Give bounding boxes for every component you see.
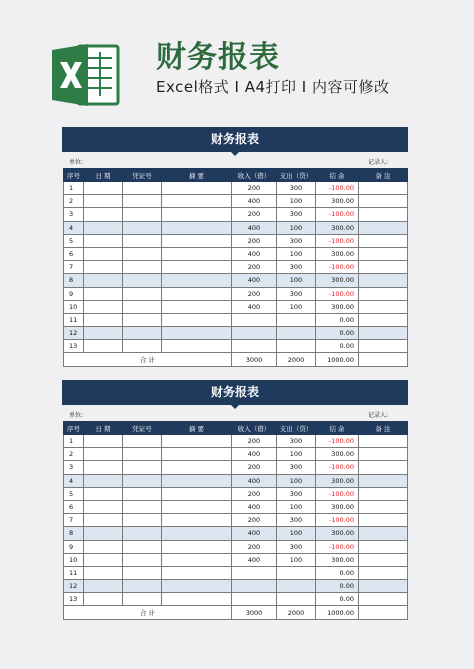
- income-cell[interactable]: 400: [232, 195, 277, 208]
- summary-cell[interactable]: [162, 221, 232, 234]
- summary-cell[interactable]: [162, 553, 232, 566]
- balance-cell[interactable]: -100.00: [316, 514, 359, 527]
- income-cell[interactable]: [232, 327, 277, 340]
- date-cell[interactable]: [84, 461, 123, 474]
- income-cell[interactable]: 200: [232, 261, 277, 274]
- total-row: [64, 353, 408, 366]
- expense-cell[interactable]: 100: [277, 247, 316, 260]
- row-number-cell[interactable]: 6: [64, 247, 84, 260]
- page-subtitle: Excel格式 I A4打印 I 内容可修改: [156, 78, 390, 96]
- expense-cell[interactable]: 300: [277, 487, 316, 500]
- sheet-title: 财务报表: [210, 132, 259, 146]
- income-cell[interactable]: 200: [232, 435, 277, 448]
- date-cell[interactable]: [84, 221, 123, 234]
- row-number-cell[interactable]: 2: [64, 448, 84, 461]
- ledger-table: [63, 421, 408, 620]
- page-title: 财务报表: [156, 40, 280, 75]
- row-number-cell[interactable]: 3: [64, 208, 84, 221]
- table-row: [64, 247, 408, 260]
- table-row: [64, 540, 408, 553]
- remark-cell[interactable]: [359, 514, 408, 527]
- table-row: [64, 593, 408, 606]
- expense-cell[interactable]: [277, 313, 316, 326]
- remark-cell[interactable]: [359, 500, 408, 513]
- column-header: 凭证号: [123, 169, 162, 182]
- voucher-cell[interactable]: [123, 593, 162, 606]
- table-row: [64, 313, 408, 326]
- balance-cell[interactable]: -100.00: [316, 487, 359, 500]
- voucher-cell[interactable]: [123, 182, 162, 195]
- voucher-cell[interactable]: [123, 474, 162, 487]
- remark-cell[interactable]: [359, 274, 408, 287]
- table-header-row: [64, 422, 408, 435]
- unit-label: 单位:: [69, 159, 84, 166]
- total-row: [64, 606, 408, 619]
- balance-cell[interactable]: 300.00: [316, 527, 359, 540]
- income-cell[interactable]: [232, 593, 277, 606]
- income-cell[interactable]: [232, 340, 277, 353]
- remark-cell[interactable]: [359, 221, 408, 234]
- voucher-cell[interactable]: [123, 313, 162, 326]
- date-cell[interactable]: [84, 327, 123, 340]
- row-number-cell[interactable]: 9: [64, 540, 84, 553]
- row-number-cell[interactable]: 1: [64, 435, 84, 448]
- column-header: 支出（贷）: [277, 169, 316, 182]
- ledger-table: [63, 168, 408, 367]
- summary-cell[interactable]: [162, 474, 232, 487]
- date-cell[interactable]: [84, 261, 123, 274]
- balance-cell[interactable]: 300.00: [316, 553, 359, 566]
- summary-cell[interactable]: [162, 448, 232, 461]
- table-row: [64, 527, 408, 540]
- summary-cell[interactable]: [162, 514, 232, 527]
- remark-cell[interactable]: [359, 474, 408, 487]
- date-cell[interactable]: [84, 247, 123, 260]
- table-row: [64, 487, 408, 500]
- balance-cell[interactable]: 300.00: [316, 300, 359, 313]
- sheet-title: 财务报表: [210, 385, 259, 399]
- date-cell[interactable]: [84, 514, 123, 527]
- total-expense: 2000: [277, 606, 316, 619]
- expense-cell[interactable]: 100: [277, 274, 316, 287]
- table-row: [64, 195, 408, 208]
- row-number-cell[interactable]: 11: [64, 313, 84, 326]
- table-row: [64, 580, 408, 593]
- expense-cell[interactable]: 100: [277, 500, 316, 513]
- expense-cell[interactable]: 300: [277, 540, 316, 553]
- table-row: [64, 514, 408, 527]
- expense-cell[interactable]: [277, 327, 316, 340]
- column-header: 摘 要: [162, 169, 232, 182]
- income-cell[interactable]: 200: [232, 540, 277, 553]
- voucher-cell[interactable]: [123, 287, 162, 300]
- summary-cell[interactable]: [162, 261, 232, 274]
- income-cell[interactable]: 200: [232, 208, 277, 221]
- balance-cell[interactable]: 300.00: [316, 221, 359, 234]
- expense-cell[interactable]: 100: [277, 195, 316, 208]
- total-label: 合 计: [64, 606, 232, 619]
- summary-cell[interactable]: [162, 500, 232, 513]
- total-balance: 1000.00: [316, 606, 359, 619]
- summary-cell[interactable]: [162, 540, 232, 553]
- remark-cell[interactable]: [359, 593, 408, 606]
- expense-cell[interactable]: 100: [277, 300, 316, 313]
- remark-cell[interactable]: [359, 287, 408, 300]
- income-cell[interactable]: [232, 580, 277, 593]
- income-cell[interactable]: 400: [232, 221, 277, 234]
- income-cell[interactable]: 200: [232, 234, 277, 247]
- row-number-cell[interactable]: 1: [64, 182, 84, 195]
- row-number-cell[interactable]: 4: [64, 474, 84, 487]
- table-row: [64, 340, 408, 353]
- income-cell[interactable]: 400: [232, 553, 277, 566]
- balance-cell[interactable]: 300.00: [316, 195, 359, 208]
- column-header: 收入（借）: [232, 422, 277, 435]
- voucher-cell[interactable]: [123, 500, 162, 513]
- report-sheet-1: [62, 127, 408, 367]
- expense-cell[interactable]: [277, 340, 316, 353]
- expense-cell[interactable]: 100: [277, 553, 316, 566]
- expense-cell[interactable]: [277, 566, 316, 579]
- total-label: 合 计: [64, 353, 232, 366]
- table-row: [64, 500, 408, 513]
- balance-cell[interactable]: -100.00: [316, 182, 359, 195]
- expense-cell[interactable]: 100: [277, 221, 316, 234]
- expense-cell[interactable]: 300: [277, 182, 316, 195]
- table-row: [64, 327, 408, 340]
- voucher-cell[interactable]: [123, 300, 162, 313]
- balance-cell[interactable]: 300.00: [316, 448, 359, 461]
- column-header: 结 余: [316, 169, 359, 182]
- row-number-cell[interactable]: 8: [64, 274, 84, 287]
- summary-cell[interactable]: [162, 580, 232, 593]
- remark-cell[interactable]: [359, 580, 408, 593]
- expense-cell[interactable]: 300: [277, 435, 316, 448]
- summary-cell[interactable]: [162, 435, 232, 448]
- date-cell[interactable]: [84, 540, 123, 553]
- expense-cell[interactable]: 100: [277, 448, 316, 461]
- balance-cell[interactable]: 300.00: [316, 247, 359, 260]
- sheet-title-bar: [62, 127, 408, 152]
- total-income: 3000: [232, 353, 277, 366]
- income-cell[interactable]: 400: [232, 247, 277, 260]
- voucher-cell[interactable]: [123, 527, 162, 540]
- income-cell[interactable]: 200: [232, 461, 277, 474]
- column-header: 序号: [64, 422, 84, 435]
- date-cell[interactable]: [84, 195, 123, 208]
- voucher-cell[interactable]: [123, 195, 162, 208]
- date-cell[interactable]: [84, 234, 123, 247]
- voucher-cell[interactable]: [123, 234, 162, 247]
- date-cell[interactable]: [84, 566, 123, 579]
- balance-cell[interactable]: 300.00: [316, 474, 359, 487]
- income-cell[interactable]: 400: [232, 500, 277, 513]
- excel-icon: [48, 38, 122, 112]
- expense-cell[interactable]: 100: [277, 527, 316, 540]
- summary-cell[interactable]: [162, 461, 232, 474]
- table-row: [64, 566, 408, 579]
- row-number-cell[interactable]: 6: [64, 500, 84, 513]
- voucher-cell[interactable]: [123, 448, 162, 461]
- summary-cell[interactable]: [162, 313, 232, 326]
- table-row: [64, 461, 408, 474]
- recorder-label: 记录人:: [368, 159, 389, 166]
- row-number-cell[interactable]: 9: [64, 287, 84, 300]
- column-header: 序号: [64, 169, 84, 182]
- date-cell[interactable]: [84, 300, 123, 313]
- summary-cell[interactable]: [162, 208, 232, 221]
- row-number-cell[interactable]: 2: [64, 195, 84, 208]
- voucher-cell[interactable]: [123, 553, 162, 566]
- expense-cell[interactable]: 300: [277, 261, 316, 274]
- table-row: [64, 182, 408, 195]
- table-row: [64, 274, 408, 287]
- income-cell[interactable]: 400: [232, 274, 277, 287]
- remark-cell[interactable]: [359, 553, 408, 566]
- summary-cell[interactable]: [162, 566, 232, 579]
- date-cell[interactable]: [84, 527, 123, 540]
- remark-cell[interactable]: [359, 448, 408, 461]
- total-balance: 1000.00: [316, 353, 359, 366]
- total-remark: [359, 606, 408, 619]
- voucher-cell[interactable]: [123, 514, 162, 527]
- column-header: 结 余: [316, 422, 359, 435]
- date-cell[interactable]: [84, 340, 123, 353]
- row-number-cell[interactable]: 3: [64, 461, 84, 474]
- balance-cell[interactable]: 300.00: [316, 274, 359, 287]
- summary-cell[interactable]: [162, 182, 232, 195]
- report-sheet-2: [62, 380, 408, 620]
- expense-cell[interactable]: [277, 593, 316, 606]
- table-row: [64, 261, 408, 274]
- column-header: 收入（借）: [232, 169, 277, 182]
- sheet-title-bar: [62, 380, 408, 405]
- date-cell[interactable]: [84, 208, 123, 221]
- remark-cell[interactable]: [359, 566, 408, 579]
- voucher-cell[interactable]: [123, 261, 162, 274]
- remark-cell[interactable]: [359, 313, 408, 326]
- remark-cell[interactable]: [359, 527, 408, 540]
- summary-cell[interactable]: [162, 327, 232, 340]
- balance-cell[interactable]: 0.00: [316, 327, 359, 340]
- date-cell[interactable]: [84, 593, 123, 606]
- balance-cell[interactable]: -100.00: [316, 435, 359, 448]
- column-header: 日 期: [84, 422, 123, 435]
- income-cell[interactable]: 200: [232, 487, 277, 500]
- expense-cell[interactable]: 300: [277, 461, 316, 474]
- expense-cell[interactable]: 100: [277, 474, 316, 487]
- date-cell[interactable]: [84, 435, 123, 448]
- voucher-cell[interactable]: [123, 221, 162, 234]
- table-row: [64, 287, 408, 300]
- row-number-cell[interactable]: 12: [64, 327, 84, 340]
- balance-cell[interactable]: 300.00: [316, 500, 359, 513]
- expense-cell[interactable]: 300: [277, 514, 316, 527]
- income-cell[interactable]: [232, 566, 277, 579]
- row-number-cell[interactable]: 4: [64, 221, 84, 234]
- income-cell[interactable]: 200: [232, 182, 277, 195]
- voucher-cell[interactable]: [123, 566, 162, 579]
- voucher-cell[interactable]: [123, 208, 162, 221]
- row-number-cell[interactable]: 10: [64, 300, 84, 313]
- remark-cell[interactable]: [359, 340, 408, 353]
- voucher-cell[interactable]: [123, 580, 162, 593]
- balance-cell[interactable]: 0.00: [316, 593, 359, 606]
- balance-cell[interactable]: 0.00: [316, 566, 359, 579]
- table-row: [64, 234, 408, 247]
- remark-cell[interactable]: [359, 540, 408, 553]
- column-header: 日 期: [84, 169, 123, 182]
- summary-cell[interactable]: [162, 274, 232, 287]
- row-number-cell[interactable]: 10: [64, 553, 84, 566]
- row-number-cell[interactable]: 5: [64, 487, 84, 500]
- summary-cell[interactable]: [162, 247, 232, 260]
- remark-cell[interactable]: [359, 435, 408, 448]
- remark-cell[interactable]: [359, 327, 408, 340]
- summary-cell[interactable]: [162, 300, 232, 313]
- date-cell[interactable]: [84, 182, 123, 195]
- total-income: 3000: [232, 606, 277, 619]
- income-cell[interactable]: [232, 313, 277, 326]
- voucher-cell[interactable]: [123, 487, 162, 500]
- date-cell[interactable]: [84, 487, 123, 500]
- remark-cell[interactable]: [359, 234, 408, 247]
- summary-cell[interactable]: [162, 287, 232, 300]
- expense-cell[interactable]: 300: [277, 234, 316, 247]
- summary-cell[interactable]: [162, 527, 232, 540]
- remark-cell[interactable]: [359, 300, 408, 313]
- summary-cell[interactable]: [162, 487, 232, 500]
- expense-cell[interactable]: 300: [277, 208, 316, 221]
- total-remark: [359, 353, 408, 366]
- column-header: 摘 要: [162, 422, 232, 435]
- income-cell[interactable]: 400: [232, 527, 277, 540]
- column-header: 备 注: [359, 422, 408, 435]
- summary-cell[interactable]: [162, 340, 232, 353]
- summary-cell[interactable]: [162, 593, 232, 606]
- voucher-cell[interactable]: [123, 327, 162, 340]
- remark-cell[interactable]: [359, 261, 408, 274]
- remark-cell[interactable]: [359, 195, 408, 208]
- row-number-cell[interactable]: 11: [64, 566, 84, 579]
- table-row: [64, 208, 408, 221]
- income-cell[interactable]: 400: [232, 474, 277, 487]
- date-cell[interactable]: [84, 448, 123, 461]
- voucher-cell[interactable]: [123, 435, 162, 448]
- income-cell[interactable]: 200: [232, 287, 277, 300]
- remark-cell[interactable]: [359, 247, 408, 260]
- recorder-label: 记录人:: [368, 412, 389, 419]
- date-cell[interactable]: [84, 274, 123, 287]
- expense-cell[interactable]: 300: [277, 287, 316, 300]
- income-cell[interactable]: 400: [232, 300, 277, 313]
- remark-cell[interactable]: [359, 208, 408, 221]
- balance-cell[interactable]: 0.00: [316, 340, 359, 353]
- table-row: [64, 300, 408, 313]
- row-number-cell[interactable]: 13: [64, 340, 84, 353]
- voucher-cell[interactable]: [123, 247, 162, 260]
- balance-cell[interactable]: -100.00: [316, 461, 359, 474]
- balance-cell[interactable]: -100.00: [316, 208, 359, 221]
- date-cell[interactable]: [84, 553, 123, 566]
- balance-cell[interactable]: -100.00: [316, 540, 359, 553]
- unit-label: 单位:: [69, 412, 84, 419]
- row-number-cell[interactable]: 5: [64, 234, 84, 247]
- summary-cell[interactable]: [162, 234, 232, 247]
- row-number-cell[interactable]: 7: [64, 261, 84, 274]
- summary-cell[interactable]: [162, 195, 232, 208]
- balance-cell[interactable]: 0.00: [316, 313, 359, 326]
- table-row: [64, 474, 408, 487]
- voucher-cell[interactable]: [123, 461, 162, 474]
- balance-cell[interactable]: -100.00: [316, 287, 359, 300]
- balance-cell[interactable]: -100.00: [316, 234, 359, 247]
- table-header-row: [64, 169, 408, 182]
- date-cell[interactable]: [84, 580, 123, 593]
- date-cell[interactable]: [84, 287, 123, 300]
- table-row: [64, 448, 408, 461]
- voucher-cell[interactable]: [123, 340, 162, 353]
- date-cell[interactable]: [84, 500, 123, 513]
- date-cell[interactable]: [84, 474, 123, 487]
- table-row: [64, 553, 408, 566]
- row-number-cell[interactable]: 7: [64, 514, 84, 527]
- table-row: [64, 221, 408, 234]
- table-row: [64, 435, 408, 448]
- income-cell[interactable]: 200: [232, 514, 277, 527]
- total-expense: 2000: [277, 353, 316, 366]
- balance-cell[interactable]: -100.00: [316, 261, 359, 274]
- column-header: 支出（贷）: [277, 422, 316, 435]
- date-cell[interactable]: [84, 313, 123, 326]
- voucher-cell[interactable]: [123, 274, 162, 287]
- row-number-cell[interactable]: 8: [64, 527, 84, 540]
- column-header: 凭证号: [123, 422, 162, 435]
- column-header: 备 注: [359, 169, 408, 182]
- balance-cell[interactable]: 0.00: [316, 580, 359, 593]
- remark-cell[interactable]: [359, 487, 408, 500]
- row-number-cell[interactable]: 13: [64, 593, 84, 606]
- remark-cell[interactable]: [359, 182, 408, 195]
- income-cell[interactable]: 400: [232, 448, 277, 461]
- remark-cell[interactable]: [359, 461, 408, 474]
- voucher-cell[interactable]: [123, 540, 162, 553]
- expense-cell[interactable]: [277, 580, 316, 593]
- row-number-cell[interactable]: 12: [64, 580, 84, 593]
